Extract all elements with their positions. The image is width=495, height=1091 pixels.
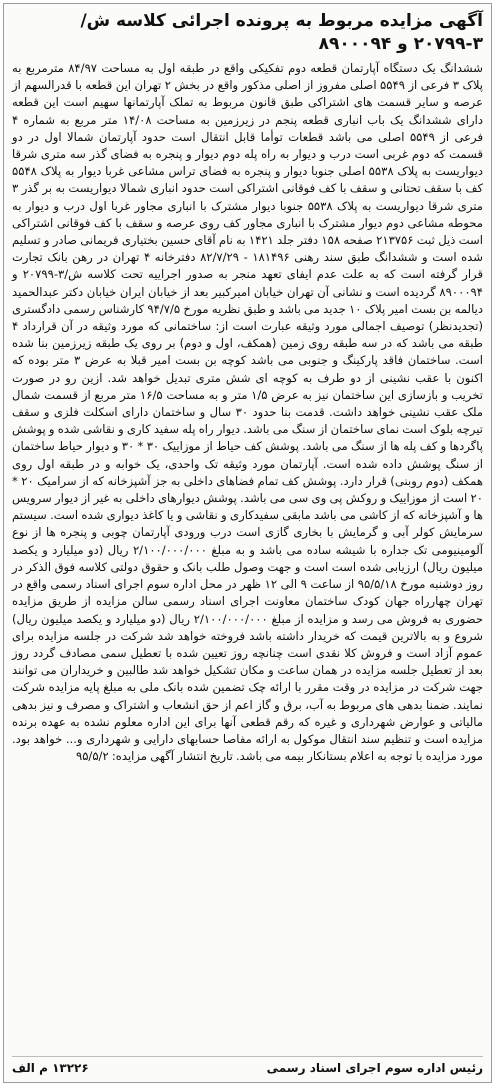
auction-notice — [3, 3, 492, 1083]
footer-signature: رئیس اداره سوم اجرای اسناد رسمی — [266, 1061, 483, 1075]
notice-footer — [12, 1056, 483, 1076]
footer-code: ۱۳۲۲۶ م الف — [12, 1061, 89, 1075]
notice-body: ششدانگ یک دستگاه آپارتمان قطعه دوم تفکیکی واقع در طبقه اول به مساحت ۸۴/۹۷ مترمربع به پلاک ۳ فرعی از ۵۵۴۹ اصلی مفروز از اصلی مذکور واقع در بخش ۲ تهران این قطعه با قدرالسهم از عرصه و سایر قسمت های اشتراکی طبق قانون مربوط به تملک آپارتمانها سهیم است این قطعه دارای ششدانگ یک باب انباری قطعه پنجم در زیرزمین به مساحت ۱۴/۰۸ متر مربع به شماره ۴ فرعی از ۵۵۴۹ اصلی می باشد قطعات توأما قابل انتقال است حدود آپارتمان شمالا اول در دو قسمت که دوم غربی است درب و دیوار به راه پله دوم دیوار و پنجره به فضای گذر سه متری شرقا دیواریست به پلاک ۵۵۳۸ اصلی جنوبا دیوار و پنجره به فضای تراس مشاعی غربا دیوار به پلاک ۵۵۴۸ کف با سقف تحتانی و سقف با کف فوقانی اشتراکی است حدود انباری شمالا دیواریست به بر گذر ۳ متری شرقا دیواریست به پلاک ۵۵۳۸ جنوبا دیوار مشترک با انباری مجاور غربا اول درب و دیوار به محوطه مشاعی دوم دیوار مشترک با انباری مجاور کف روی عرصه و سقف با کف فوقانی اشتراکی است ذیل ثبت ۲۱۳۷۵۶ صفحه ۱۵۸ دفتر جلد ۱۴۲۱ به نام آقای حسین بختیاری فریمانی صادر و تسلیم شده است و ششدانگ طبق سند رهنی ۱۸۱۴۹۶ - ۸۲/۷/۲۹ دفترخانه ۴ تهران در رهن بانک تجارت قرار گرفته است که به علت عدم ایفای تعهد منجر به صدور اجراییه تحت کلاسه ش/۳-۲۰۷۹۹ و ۸۹۰۰۰۹۴ گردیده است و نشانی آن تهران خیابان امیرکبیر بعد از خیابان ایران خیابان دکتر عبدالحمید دیالمه بن بست امیر پلاک ۱۰ جدید می باشد و طبق نظریه مورخ ۹۴/۷/۵ کارشناس رسمی دادگستری (تجدیدنظر) توصیف اجمالی مورد وثیقه عبارت است از: ساختمانی که مورد وثیقه در آن قرارداد ۴ طبقه می باشد که در سه طبقه روی زمین (همکف، اول و دوم) بر روی یک طبقه زیرزمین بنا شده است. ساختمان فاقد پارکینگ و جنوبی می باشد کوچه بن بست امیر قبلا به عرض ۳ متر بوده که اکنون با عقب نشینی از دو طرف به کوچه ای شش متری تبدیل خواهد شد. ازین رو در صورت تخریب و بازسازی این ساختمان نیز به عرض ۱/۵ متر و به مساحت ۱۶/۵ متر مربع از قسمت شمال ملک عقب نشینی خواهد داشت. قدمت بنا حدود ۳۰ سال و ساختمان دارای اسکلت فلزی و سقف تیرچه بلوک است نمای ساختمان از سنگ می باشد. دیوار راه پله سفید کاری و نقاشی شده و پوشش پاگردها و کف پله ها از سنگ می باشد. پوشش کف حیاط از موزاییک ۳۰ * ۳۰ و دیوار حیاط ساختمان از سنگ پوشش داده شده است. آپارتمان مورد وثیقه تک واحدی، یک خوابه و در طبقه اول روی همکف (دوم روبنی) قرار دارد. پوشش کف تمام فضاهای داخلی به جز آشپزخانه که از سرامیک ۲۰ * ۲۰ است از موزاییک و روکش پی وی سی می باشد. پوشش دیوارهای داخلی به غیر از دیوار سرویس ها و آشپزخانه که از کاشی می باشد مابقی سفیدکاری و نقاشی و یا کاغذ دیواری شده است. سیستم سرمایش کولر آبی و گرمایش با بخاری گازی است درب ورودی آپارتمان چوبی و پنجره ها از نوع آلومینیومی تک جداره با شیشه ساده می باشد و به مبلغ ۲/۱۰۰/۰۰۰/۰۰۰ ریال (دو میلیارد و یکصد میلیون ریال) ارزیابی شده است است و جهت وصول طلب بانک و حقوق دولتی کلاسه فوق الذکر در روز دوشنبه مورخ ۹۵/۵/۱۸ از ساعت ۹ الی ۱۲ ظهر در محل اداره سوم اجرای اسناد رسمی واقع در تهران چهارراه جهان کودک ساختمان معاونت اجرای اسناد رسمی سالن مزایده از طریق مزایده حضوری به فروش می رسد و مزایده از مبلغ ۲/۱۰۰/۰۰۰/۰۰۰ ریال (دو میلیارد و یکصد میلیون ریال) شروع و به بالاترین قیمت که خریدار داشته باشد فروخته خواهد شد شرکت در جلسه مزایده برای عموم آزاد است و فروش کلا نقدی است چنانچه روز تعیین شده با تعطیل سمی مصادف گردد روز بعد از تعطیل جلسه مزایده در همان ساعت و مکان تشکیل خواهد شد طالبین و خریداران می توانند جهت شرکت در مزایده در وقت مقرر با ارائه چک تضمین شده بانک ملی به مبلغ پایه مزایده شرکت نمایند. ضمنا بدهی های مربوط به آب، برق و گاز اعم از حق انشعاب و اشتراک و مصرف و نیز بدهی مالیاتی و عوارض شهرداری و غیره که رقم قطعی آنها برای این اداره معلوم نشده به عهده برنده مزایده است و تنظیم سند انتقال موکول به ارائه مفاصا حسابهای دارایی و شهرداری و... خواهد بود. مورد مزایده با توجه به اعلام بستانکار بیمه می باشد. تاریخ انتشار آگهی مزایده: ۹۵/۵/۲ — [12, 61, 484, 764]
notice-title: آگهی مزایده مربوط به پرونده اجرائی کلاسه ش/ ۳-۲۰۷۹۹ و ۸۹۰۰۰۹۴ — [80, 11, 483, 54]
